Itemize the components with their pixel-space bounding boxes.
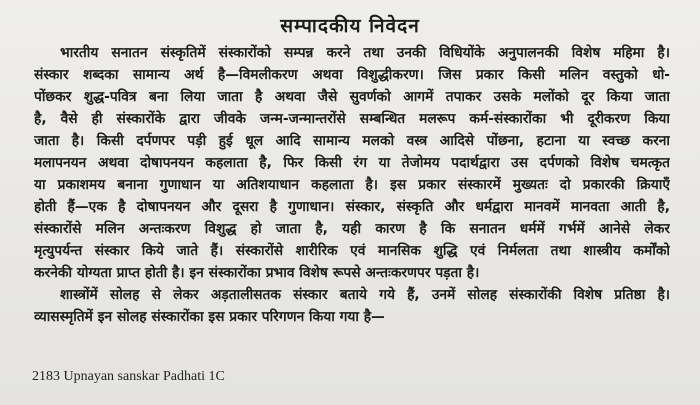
text-line: करनेकी योग्यता प्राप्त होती है। इन संस्कारोंका प्रभाव विशेष रूपसे अन्तःकरणपर पड़ता है। [34,265,480,281]
page-title: सम्पादकीय निवेदन [280,15,420,37]
text-line: मृत्युपर्यन्त संस्कार किये जाते हैं। संस्कारोंसे शारीरिक एवं मानसिक शुद्धि एवं निर्मलता तथा शास्त्रीय कर्मोंको [34,243,670,259]
text-line: जाता है। किसी दर्पणपर पड़ी हुई धूल आदि सामान्य मलको वस्त्र आदिसे पोंछना, हटाना या स्वच्छ करना [34,133,670,149]
footer-caption: 2183 Upnayan sanskar Padhati 1C [32,369,225,384]
text-line: व्यासस्मृतिमें इन सोलह संस्कारोंका इस प्रकार परिगणन किया गया है— [34,309,385,325]
text-line: शास्त्रोंमें सोलह से लेकर अड़तालीसतक संस्कार बताये गये हैं, उनमें सोलह संस्कारोंकी विशेष प्रतिष्ठा है। [60,287,670,303]
text-line: संस्कार शब्दका सामान्य अर्थ है—विमलीकरण अथवा विशुद्धीकरण। जिस प्रकार किसी मलिन वस्तुको धो- [34,67,670,83]
editorial-body [34,42,670,328]
text-line: या प्रकाशमय बनाना गुणाधान या अतिशयाधान कहलाता है। इस प्रकार संस्कारमें मुख्यतः दो प्रकारकी क्रियाएँ [34,177,670,193]
text-line: भारतीय सनातन संस्कृतिमें संस्कारोंको सम्पन्न करने तथा उनकी विधियोंके अनुपालनकी विशेष महिमा है। [60,45,670,61]
text-line: होती हैं—एक है दोषापनयन और दूसरा है गुणाधान। संस्कार, संस्कृति और धर्मद्वारा मानवमें मानवता आती है, [34,199,670,215]
text-line: है, वैसे ही संस्कारोंके द्वारा जीवके जन्म-जन्मान्तरोंसे सम्बन्धित मलरूप कर्म-संस्कारोंका भी दूरीकरण किया [34,111,670,127]
text-line: मलापनयन अथवा दोषापनयन कहलाता है, फिर किसी रंग या तेजोमय पदार्थद्वारा उस दर्पणको विशेष चमत्कृत [34,155,670,171]
text-line: पोंछकर शुद्ध-पवित्र बना लिया जाता है अथवा जैसे सुवर्णको आगमें तपाकर उसके मलोंको दूर किया जाता [34,89,670,105]
text-line: संस्कारोंसे मलिन अन्तःकरण विशुद्ध हो जाता है, यही कारण है कि सनातन धर्ममें गर्भमें आनेसे लेकर [34,221,670,237]
